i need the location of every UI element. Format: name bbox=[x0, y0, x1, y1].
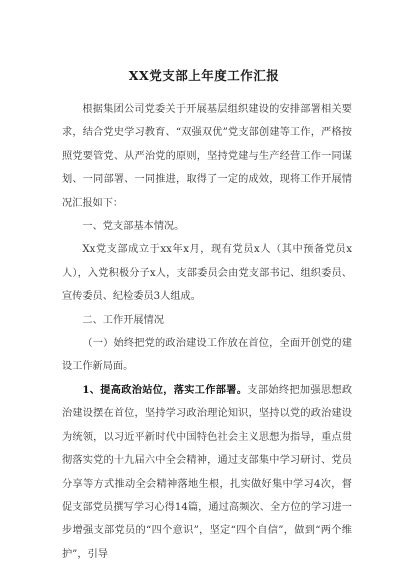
item1-paragraph bbox=[62, 379, 352, 566]
intro-paragraph: 根据集团公司党委关于开展基层组织建设的安排部署相关要求，结合党史学习教育、“双强双优”党支部创建等工作，严格按照党要管党、从严治党的原则，坚持党建与生产经营工作一同谋划、一同部署、一同推进，取得了一定的成效，现将工作开展情况汇报如下： bbox=[62, 104, 352, 209]
section1-paragraph: Xx党支部成立于xx年x月，现有党员x人（其中预备党员x人），入党积极分子x人，支部委员会由党支部书记、组织委员、宣传委员、纪检委员3人组成。 bbox=[62, 244, 352, 303]
document-body bbox=[62, 98, 352, 566]
item1-lead: 1、提高政治站位，落实工作部署。 bbox=[82, 383, 248, 396]
section2-heading: 二、工作开展情况 bbox=[82, 314, 164, 326]
document-title: XX党支部上年度工作汇报 bbox=[128, 68, 280, 83]
subsection1-heading: （一）始终把党的政治建设工作放在首位，全面开创党的建设工作新局面。 bbox=[62, 338, 352, 373]
item1-text: 支部始终把加强思想政治建设摆在首位，坚持学习政治理论知识，坚持以党的政治建设为统领，以习近平新时代中国特色社会主义思想为指导，重点贯彻落实党的十九届六中全会精神，通过支部集中学习研讨、党员分享等方式推动全会精神落地生根，扎实做好集中学习4次，督促支部党员撰写学习心得14篇，通过高频次、全方位的学习进一步增强支部党员的“四个意识”，坚定“四个自信”，做到“两个维护”，引导 bbox=[62, 384, 353, 560]
section1-heading: 一、党支部基本情况。 bbox=[82, 221, 185, 233]
